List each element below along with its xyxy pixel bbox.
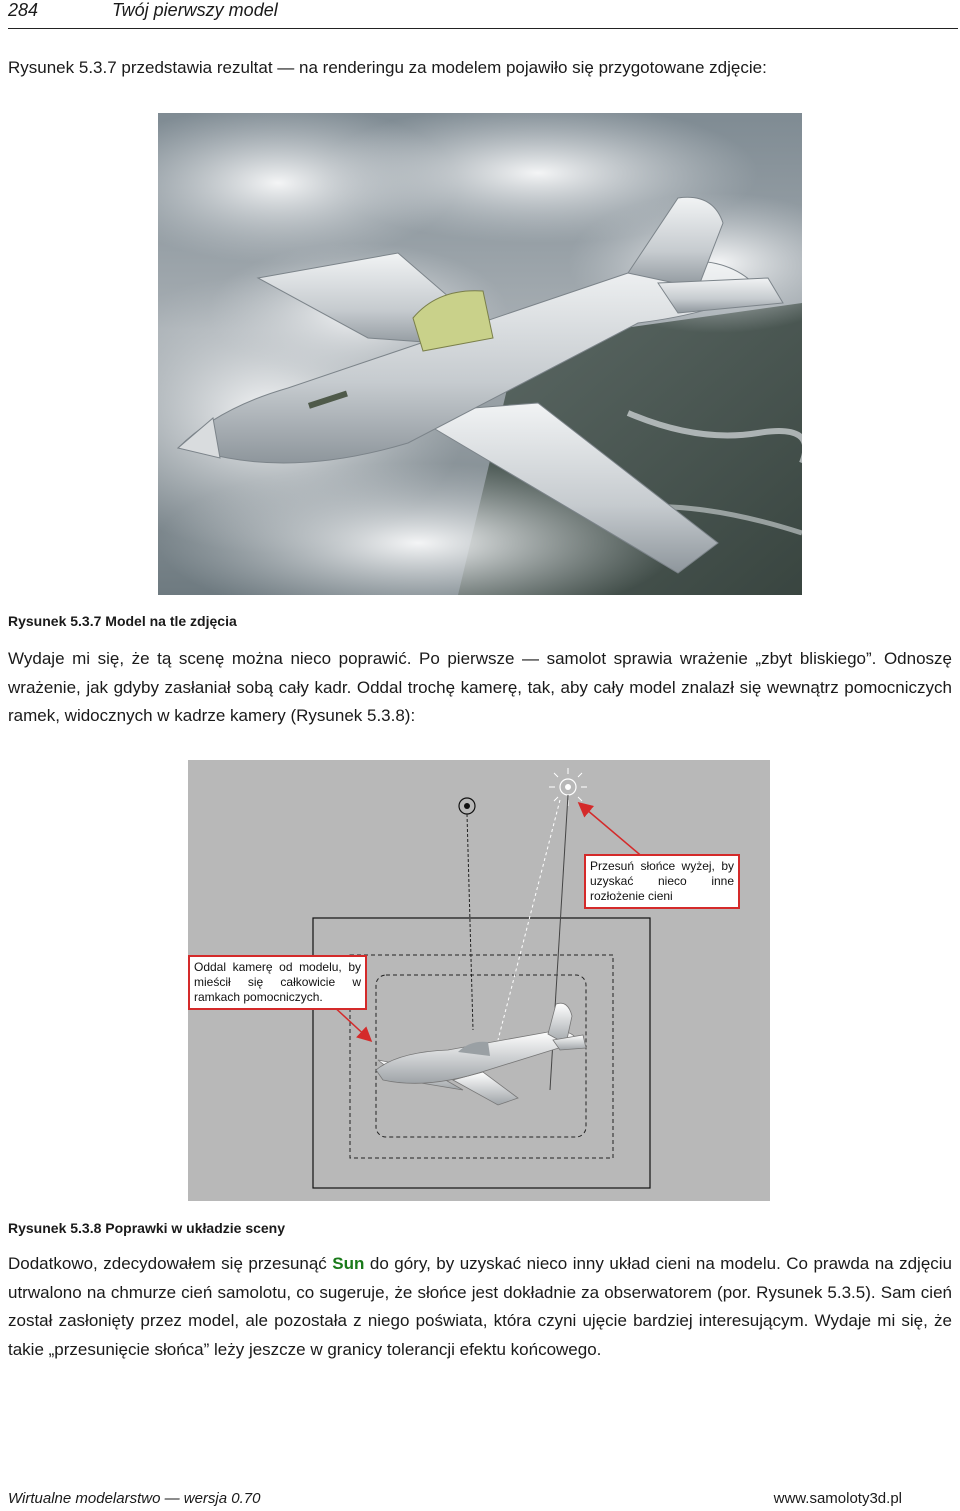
paragraph-3 <box>8 1250 952 1364</box>
airplane-render-image <box>158 113 802 595</box>
figure-caption-1: Rysunek 5.3.7 Model na tle zdjęcia <box>8 613 237 629</box>
callout-move-sun: Przesuń słońce wyżej, by uzyskać nieco inne rozłożenie cieni <box>584 854 740 909</box>
chapter-title: Twój pierwszy model <box>112 0 278 20</box>
sun-object-name: Sun <box>332 1254 365 1273</box>
airplane-model-small <box>376 1003 586 1105</box>
footer-title: Wirtualne modelarstwo — wersja 0.70 <box>8 1490 261 1507</box>
render-photo <box>158 113 802 595</box>
intro-paragraph: Rysunek 5.3.7 przedstawia rezultat — na renderingu za modelem pojawiło się przygotowane zdjęcie: <box>8 58 767 77</box>
paragraph-2: Wydaje mi się, że tą scenę można nieco poprawić. Po pierwsze — samolot sprawia wrażenie „zbyt bliskiego”. Odnoszę wrażenie, jak gdyby zasłaniał sobą cały kadr. Oddal trochę kamerę, tak, aby cały model znalazł się wewnątrz pomocniczych ramek, widocznych w kadrze kamery (Rysunek 5.3.8): <box>8 649 952 725</box>
callout-move-camera: Oddal kamerę od modelu, by mieścił się całkowicie w ramkach pomocniczych. <box>188 955 367 1010</box>
paragraph-3-start: Dodatkowo, zdecydowałem się przesunąć <box>8 1254 333 1273</box>
lamp-object-icon <box>459 798 475 1030</box>
footer-url: www.samoloty3d.pl <box>773 1490 902 1507</box>
scene-diagram <box>188 760 770 1201</box>
figure-caption-2: Rysunek 5.3.8 Poprawki w układzie sceny <box>8 1220 286 1236</box>
page-number: 284 <box>8 0 39 20</box>
paragraph-3-rest: do góry, by uzyskać nieco inny układ cieni na modelu. Co prawda na zdjęciu utrwalono na chmurze cień samolotu, co sugeruje, że słońce jest dokładnie za obserwatorem (por. Rysunek 5.3.5). Sam cień został zasłonięty przez model, ale pozostała z niego poświata, która czyni ujęcie bardziej interesującym. Wydaje mi się, że takie „przesunięcie słońca” leży jeszcze w granicy tolerancji efektu końcowego. <box>8 1254 953 1359</box>
header-rule <box>8 28 958 29</box>
